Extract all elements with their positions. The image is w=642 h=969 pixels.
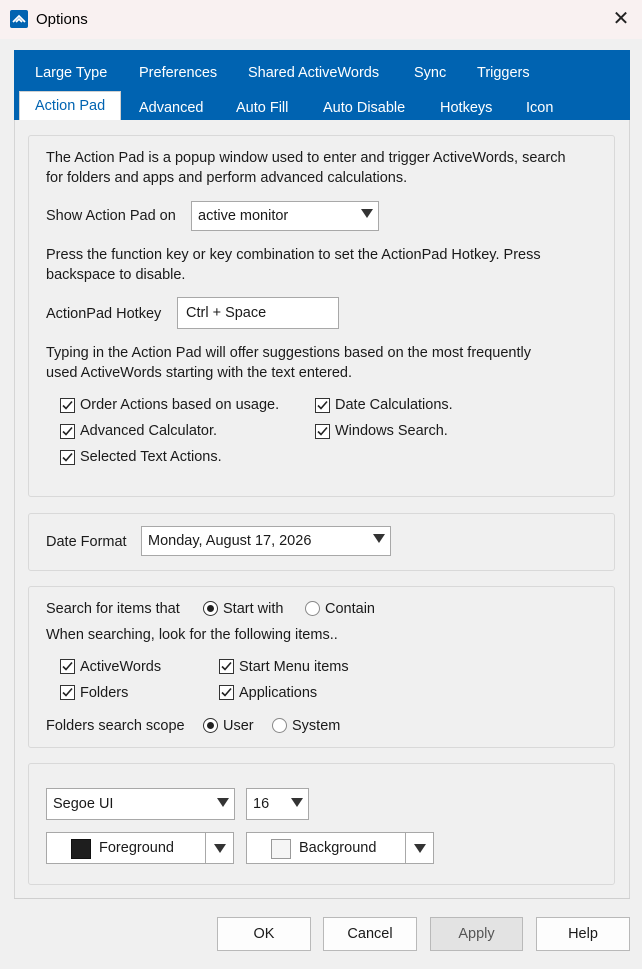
windows-search-label: Windows Search. [335,423,448,439]
show-action-pad-label: Show Action Pad on [46,208,176,224]
tab-strip [14,50,630,120]
show-action-pad-dropdown[interactable] [191,201,379,231]
title-bar [0,0,642,39]
contain-label: Contain [325,601,375,617]
close-icon[interactable]: ✕ [612,8,630,30]
selected-text-actions-checkbox[interactable] [60,450,75,465]
search-group [28,586,615,748]
background-swatch [271,839,291,859]
app-logo-icon [10,10,28,28]
tab-auto-disable[interactable]: Auto Disable [323,100,406,116]
scope-system-label: System [292,718,341,734]
date-format-label: Date Format [46,534,127,550]
contain-radio[interactable] [305,601,320,616]
folders-label: Folders [80,685,129,701]
font-group [28,763,615,885]
hotkey-help-1: Press the function key or key combination to set the ActionPad Hotkey. Press [46,247,541,263]
scope-system-radio[interactable] [272,718,287,733]
chevron-down-icon [361,209,373,218]
tab-action-pad[interactable]: Action Pad [19,91,121,121]
look-for-label: When searching, look for the following items.. [46,627,338,643]
date-format-dropdown[interactable] [141,526,391,556]
font-size-dropdown[interactable] [246,788,309,820]
order-actions-label: Order Actions based on usage. [80,397,280,413]
intro-text-1: The Action Pad is a popup window used to enter and trigger ActiveWords, search [46,150,566,166]
hotkey-value: Ctrl + Space [186,305,267,321]
font-size-value: 16 [253,796,270,812]
footer-divider [14,898,630,899]
font-family-dropdown[interactable] [46,788,235,820]
background-color-button[interactable] [246,832,434,864]
chevron-down-icon [214,844,226,853]
scope-user-label: User [223,718,254,734]
windows-search-checkbox[interactable] [315,424,330,439]
applications-checkbox[interactable] [219,685,234,700]
hotkey-input[interactable] [177,297,339,329]
typing-help-2: used ActiveWords starting with the text entered. [46,365,353,381]
folders-checkbox[interactable] [60,685,75,700]
font-family-value: Segoe UI [53,796,114,812]
tab-icon[interactable]: Icon [526,100,554,116]
chevron-down-icon [373,534,385,543]
start-menu-checkbox[interactable] [219,659,234,674]
applications-label: Applications [239,685,318,701]
chevron-down-icon [291,798,303,807]
date-format-value: Monday, August 17, 2026 [148,533,312,549]
tab-advanced[interactable]: Advanced [139,100,204,116]
tab-sync[interactable]: Sync [414,65,447,81]
start-menu-label: Start Menu items [239,659,349,675]
activewords-checkbox[interactable] [60,659,75,674]
apply-button[interactable]: Apply [430,917,523,951]
activewords-label: ActiveWords [80,659,162,675]
show-action-pad-value: active monitor [198,208,289,224]
tab-triggers[interactable]: Triggers [477,65,530,81]
tab-hotkeys[interactable]: Hotkeys [440,100,493,116]
ok-button[interactable]: OK [217,917,311,951]
date-calculations-checkbox[interactable] [315,398,330,413]
advanced-calculator-checkbox[interactable] [60,424,75,439]
advanced-calculator-label: Advanced Calculator. [80,423,218,439]
typing-help-1: Typing in the Action Pad will offer suggestions based on the most frequently [46,345,531,361]
chevron-down-icon [414,844,426,853]
foreground-color-button[interactable] [46,832,234,864]
start-with-radio[interactable] [203,601,218,616]
divider [405,833,406,863]
intro-text-2: for folders and apps and perform advanced calculations. [46,170,408,186]
action-pad-group [28,135,615,497]
hotkey-label: ActionPad Hotkey [46,306,162,322]
scope-user-radio[interactable] [203,718,218,733]
divider [205,833,206,863]
start-with-label: Start with [223,601,284,617]
tab-shared-activewords[interactable]: Shared ActiveWords [248,65,380,81]
foreground-swatch [71,839,91,859]
tab-preferences[interactable]: Preferences [139,65,218,81]
window-title: Options [36,11,88,28]
tab-large-type[interactable]: Large Type [35,65,108,81]
background-label: Background [299,840,377,856]
search-for-label: Search for items that [46,601,180,617]
help-button[interactable]: Help [536,917,630,951]
cancel-button[interactable]: Cancel [323,917,417,951]
foreground-label: Foreground [99,840,174,856]
date-calculations-label: Date Calculations. [335,397,453,413]
date-format-group [28,513,615,571]
chevron-down-icon [217,798,229,807]
selected-text-actions-label: Selected Text Actions. [80,449,222,465]
order-actions-checkbox[interactable] [60,398,75,413]
folders-scope-label: Folders search scope [46,718,185,734]
hotkey-help-2: backspace to disable. [46,267,186,283]
tab-auto-fill[interactable]: Auto Fill [236,100,289,116]
